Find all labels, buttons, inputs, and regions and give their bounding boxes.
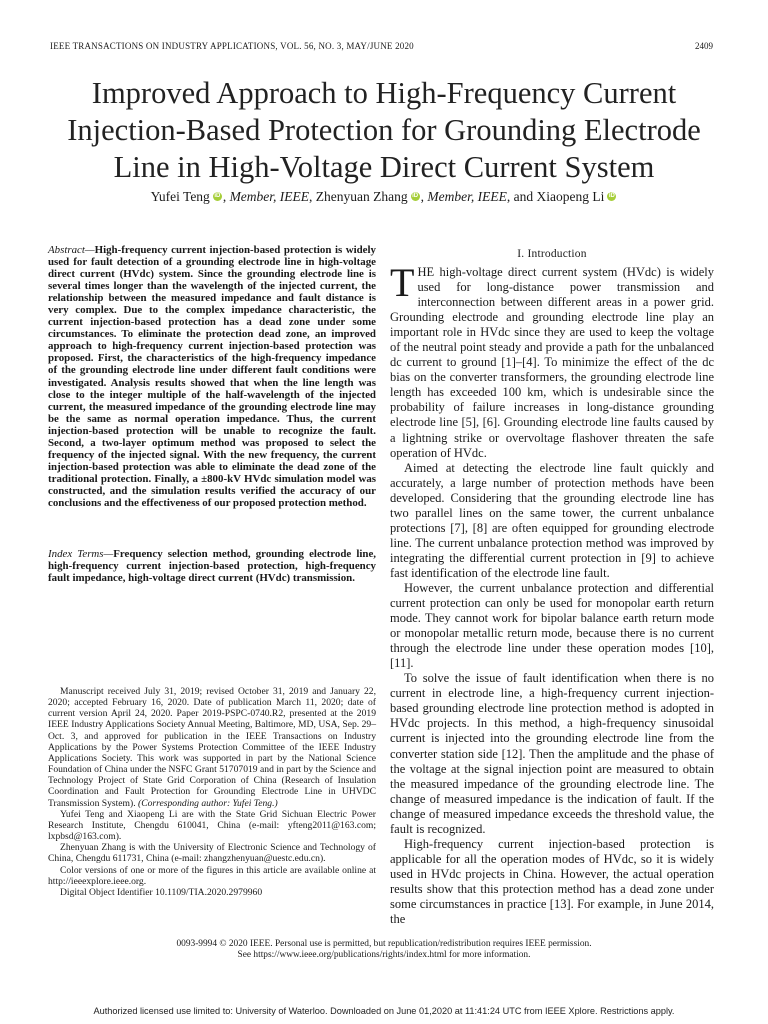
color-figures-note: Color versions of one or more of the figures in this article are available online at http://ieeexplore.ieee.org. (48, 864, 376, 887)
copyright-line: 0093-9994 © 2020 IEEE. Personal use is permitted, but republication/redistribution requires IEEE permission. (176, 939, 592, 949)
paragraph: High-frequency current injection-based protection is applicable for all the operation modes of HVdc, so it is widely used in HVdc projects in China. However, the actual operation results show that this protection method has a dead zone under some circumstances in practice [13]. For example, in June 2014, the (390, 836, 714, 927)
corresponding-author-note: (Corresponding author: Yufei Teng.) (138, 797, 278, 809)
index-terms (48, 548, 376, 584)
manuscript-note: Manuscript received July 31, 2019; revised October 31, 2019 and January 22, 2020; accepted February 16, 2020. Date of publication March 11, 2020; date of current version April 24, 2020. Paper 2019-PSPC-0740.R2, presented at the 2019 IEEE Industry Applications Society Annual Meeting, Baltimore, MD, USA, Sep. 29–Oct. 3, and approved for publication in the IEEE Transactions on Industry Applications by the Power Systems Protection Committee of the IEEE Industry Applications Society. This work was supported in part by the National Science Foundation of China under the NSFC Grant 51707019 and in part by the Science and Technology Project of State Grid Corporation of China (Research of Insulation Coordination and Fault Protection for Grounding Electrode Line in UHVDC Transmission System). (48, 686, 376, 809)
copyright-notice (40, 939, 728, 961)
paragraph: HE high-voltage direct current system (HVdc) is widely used for long-distance power transmission and interconnection between different areas in a power grid. Grounding electrode and grounding electrode line play an important role in HVdc since they are used to keep the voltage of the neutral point steady and provide a path for the unbalanced dc current to ground [1]–[4]. To minimize the effect of the dc bias on the converter transformers, the grounding electrode line length has exceeded 100 km, which is undesirable since the probability of failure increases in long-distance grounding electrode line [5], [6]. Grounding electrode line faults caused by a lightning strike or overvoltage flashover threaten the safe operation of HVdc. (390, 265, 714, 460)
author-name: Yufei Teng (150, 189, 210, 204)
paragraph: To solve the issue of fault identification when there is no current in electrode line, a high-frequency current injection-based grounding electrode line protection method is adopted in HVdc projects. In this method, a high-frequency sinusoidal current is injected into the grounding electrode line from the converter station side [12]. Then the amplitude and the phase of the voltage at the signal injection point are measured to obtain the measured impedance of the grounding electrode line. The change of measured impedance is the indication of fault. If the change of measured impedance exceeds the threshold value, the fault is recognized. (390, 671, 714, 836)
license-notice: Authorized licensed use limited to: University of Waterloo. Downloaded on June 01,2020 at 11:41:24 UTC from IEEE Xplore. Restrictions apply. (93, 1006, 675, 1016)
author-line: Yufei Teng iD , Member, IEEE, Zhenyuan Zhang iD , Member, IEEE, and Xiaopeng Li iD (150, 189, 615, 204)
affiliation-note: Zhenyuan Zhang is with the University of Electronic Science and Technology of China, Chengdu 611731, China (e-mail: zhangzhenyuan@uestc.edu.cn). (48, 842, 376, 865)
page-number: 2409 (695, 41, 713, 51)
author-membership: Member, IEEE (427, 189, 507, 204)
index-terms-lead: Index Terms— (48, 548, 114, 560)
affiliation-note: Yufei Teng and Xiaopeng Li are with the State Grid Sichuan Electric Power Research Institute, Chengdu 610041, China (e-mail: yfteng2011@163.com; lxpbsd@163.com). (48, 808, 376, 843)
journal-header: IEEE TRANSACTIONS ON INDUSTRY APPLICATIONS, VOL. 56, NO. 3, MAY/JUNE 2020 (50, 41, 414, 51)
introduction-body (390, 260, 714, 927)
abstract-text: High-frequency current injection-based protection is widely used for fault detection of a grounding electrode line in high-voltage direct current (HVdc) system. Since the grounding electrode line is several times longer than the wavelength of the injected current, the relationship between the measured impedance and fault distance is very complex. Due to the complex impedance characteristic, the current injection-based protection has a dead zone under some circumstances. To eliminate the protection dead zone, an improved approach to high-frequency current injection-based protection was proposed. First, the characteristics of the high-frequency impedance of the grounding electrode line under different fault conditions were investigated. Analysis results showed that when the line length was close to the integer multiple of the half-wavelength of the injected current, the measured impedance of the grounding electrode line may be the same as normal operation impedance. Thus, the current injection-based protection will be unable to recognize the fault. Second, a two-layer optimum method was proposed to select the frequency of the injected signal. With the new frequency, the current injection-based protection was able to eliminate the dead zone of the traditional protection. Finally, a ±800-kV HVdc simulation model was constructed, and the simulation results verified the accuracy of our conclusions and the effectiveness of our proposed protection method. (48, 244, 376, 509)
author-name: Zhenyuan Zhang (315, 189, 408, 204)
abstract-lead: Abstract— (48, 244, 95, 256)
section-heading: I. Introduction (517, 248, 587, 260)
author-name: Xiaopeng Li (536, 189, 605, 204)
author-membership: Member, IEEE (229, 189, 310, 204)
doi-note: Digital Object Identifier 10.1109/TIA.2020.2979960 (60, 886, 263, 898)
orcid-icon[interactable]: iD (412, 193, 419, 199)
paper-title: Improved Approach to High-Frequency Current Injection-Based Protection for Grounding Electrode Line in High-Voltage Direct Current System (67, 76, 701, 184)
drop-cap: T (390, 260, 415, 305)
orcid-icon[interactable]: iD (608, 193, 615, 199)
orcid-icon[interactable]: iD (214, 193, 221, 199)
first-page-footnote (48, 686, 376, 898)
paragraph: However, the current unbalance protection and differential current protection can only be used for monopolar earth return mode. They cannot work for bipolar balance earth return mode or monopolar metallic return mode, because there is no current through the electrode line under these operation modes [10], [11]. (390, 580, 714, 671)
abstract (48, 244, 376, 509)
rights-link[interactable]: See https://www.ieee.org/publications/rights/index.html for more information. (237, 950, 531, 960)
paragraph: Aimed at detecting the electrode line fault quickly and accurately, a large number of protection methods have been developed. Considering that the grounding electrode line has two parallel lines on the same tower, the current unbalance protections [7], [8] are often equipped for grounding electrode line. The current unbalance protection method was improved by integrating the differential current protection in [9] to achieve fast identification of the electrode line fault. (390, 460, 714, 580)
index-terms-text: Frequency selection method, grounding electrode line, high-frequency current injection-based protection, high-frequency fault impedance, high-voltage direct current (HVdc) transmission. (48, 548, 376, 585)
